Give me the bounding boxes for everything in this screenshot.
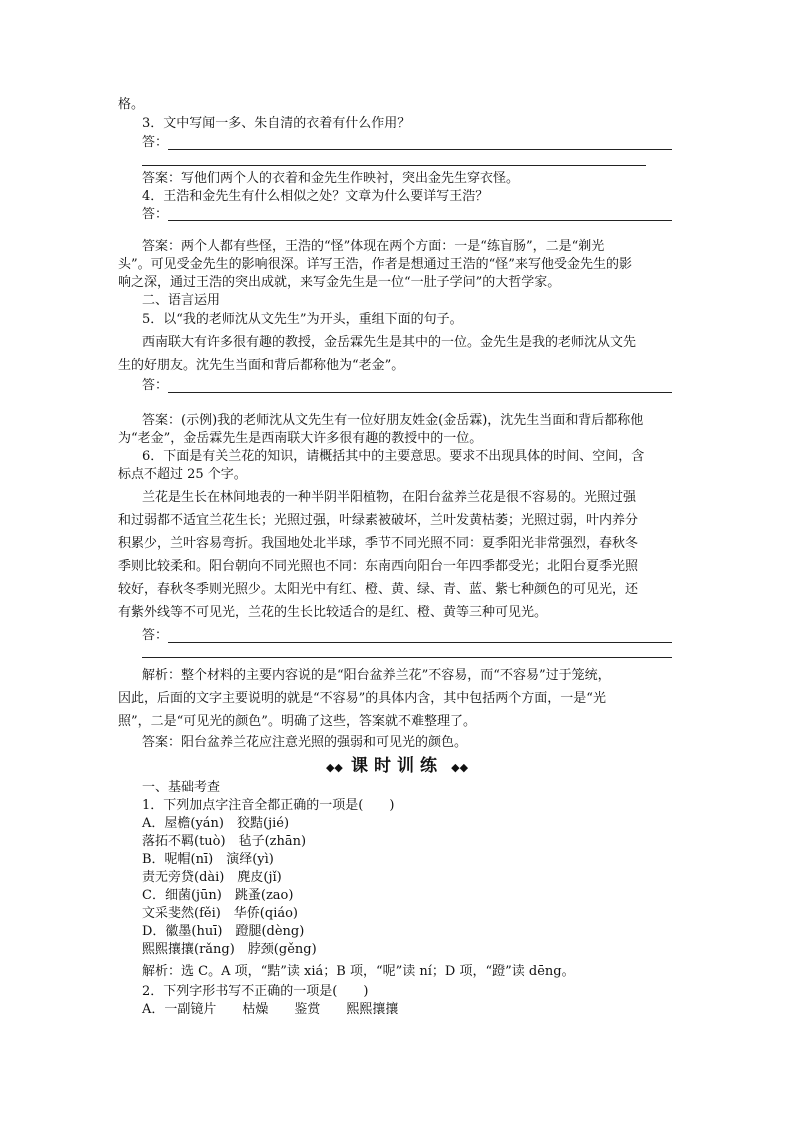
- question-4: 4．王浩和金先生有什么相似之处？文章为什么要详写王浩？: [142, 189, 489, 204]
- answer-text: 答案：写他们两个人的衣着和金先生作映衬，突出金先生穿衣怪。: [142, 171, 520, 186]
- diamond-ornament-right: ◆◆: [451, 761, 469, 774]
- answer-line: [168, 392, 672, 393]
- diamond-ornament-left: ◆◆: [325, 761, 343, 774]
- answer-line: [142, 165, 646, 166]
- option-d: 熙熙攘攘(rǎng) 脖颈(gěng): [142, 942, 317, 957]
- option-a: A．一副镜片 枯燥 鉴赏 熙熙攘攘: [142, 1002, 399, 1017]
- passage-text: 生的好朋友。沈先生当面和背后都称他为“老金”。: [118, 358, 405, 373]
- passage-text: 有紫外线等不可见光，兰花的生长比较适合的是红、橙、黄等三种可见光。: [118, 605, 548, 620]
- text-line: 格。: [118, 97, 145, 112]
- answer-line: [168, 642, 672, 643]
- section-heading: 二、语言运用: [142, 293, 221, 308]
- answer-text: 答案：阳台盆养兰花应注意光照的强弱和可见光的颜色。: [142, 735, 468, 750]
- answer-line: [168, 149, 672, 150]
- passage-text: 积累少，兰叶容易弯折。我国地处北半球，季节不同光照不同：夏季阳光非常强烈，春秋冬: [118, 536, 639, 551]
- question-6: 6．下面是有关兰花的知识，请概括其中的主要意思。要求不出现具体的时间、空间，含: [142, 449, 645, 464]
- option-c: C．细菌(jūn) 跳蚤(zao): [142, 888, 294, 903]
- option-b: B．呢帽(nī) 演绎(yì): [142, 852, 274, 867]
- answer-label: 答：: [142, 207, 169, 222]
- section-heading: 一、基础考查: [142, 780, 221, 795]
- question-6: 标点不超过 25 个字。: [118, 467, 247, 482]
- answer-text: 头”。可见受金先生的影响很深。详写王浩，作者是想通过王浩的“怪”来写他受金先生的影: [118, 257, 632, 272]
- analysis-text: 照”，二是“可见光的颜色”。明确了这些，答案就不难整理了。: [118, 714, 476, 729]
- answer-text: 答案：两个人都有些怪，王浩的“怪”体现在两个方面：一是“练盲肠”，二是“剃光: [142, 239, 605, 254]
- banner-title: 课时训练: [351, 756, 443, 776]
- answer-line: [168, 220, 672, 221]
- passage-text: 季则比较柔和。阳台朝向不同光照也不同：东南西向阳台一年四季都受光；北阳台夏季光照: [118, 559, 639, 574]
- option-a: 落拓不羁(tuò) 毡子(zhān): [142, 834, 307, 849]
- analysis-text: 因此，后面的文字主要说明的就是“不容易”的具体内含，其中包括两个方面，一是“光: [118, 691, 606, 706]
- question-1: 1．下列加点字注音全都正确的一项是( ): [142, 798, 395, 813]
- passage-text: 兰花是生长在林间地表的一种半阴半阳植物，在阳台盆养兰花是很不容易的。光照过强: [142, 490, 637, 505]
- passage-text: 西南联大有许多很有趣的教授，金岳霖先生是其中的一位。金先生是我的老师沈从文先: [142, 335, 637, 350]
- answer-label: 答：: [142, 135, 169, 150]
- answer-text: 为“老金”，金岳霖先生是西南联大许多很有趣的教授中的一位。: [118, 431, 483, 446]
- analysis-text: 解析：整个材料的主要内容说的是“阳台盆养兰花”不容易，而“不容易”过于笼统，: [142, 668, 611, 683]
- answer-line: [142, 657, 672, 658]
- question-2: 2．下列字形书写不正确的一项是( ): [142, 984, 369, 999]
- option-c: 文采斐然(fěi) 华侨(qiáo): [142, 906, 299, 921]
- question-3: 3．文中写闻一多、朱自清的衣着有什么作用？: [142, 116, 411, 131]
- answer-text: 答案：(示例)我的老师沈从文先生有一位好朋友姓金(金岳霖)，沈先生当面和背后都称他: [142, 413, 644, 428]
- question-5: 5．以“我的老师沈从文先生”为开头，重组下面的句子。: [142, 312, 463, 327]
- passage-text: 较好，春秋冬季则光照少。太阳光中有红、橙、黄、绿、青、蓝、紫七种颜色的可见光，还: [118, 582, 639, 597]
- answer-text: 响之深，通过王浩的突出成就，来写金先生是一位“一肚子学问”的大哲学家。: [118, 275, 561, 290]
- option-b: 责无旁贷(dài) 麂皮(jǐ): [142, 870, 282, 885]
- option-a: A．屋檐(yán) 狡黠(jié): [142, 816, 290, 831]
- section-banner: [0, 756, 794, 778]
- answer-label: 答：: [142, 628, 169, 643]
- analysis-text: 解析：选 C。A 项，“黠”读 xiá；B 项，“呢”读 ní；D 项，“蹬”读 dēng。: [142, 964, 575, 979]
- option-d: D．徽墨(huī) 蹬腿(dèng): [142, 924, 305, 939]
- passage-text: 和过弱都不适宜兰花生长；光照过强，叶绿素被破坏，兰叶发黄枯萎；光照过弱，叶内养分: [118, 513, 639, 528]
- answer-label: 答：: [142, 378, 169, 393]
